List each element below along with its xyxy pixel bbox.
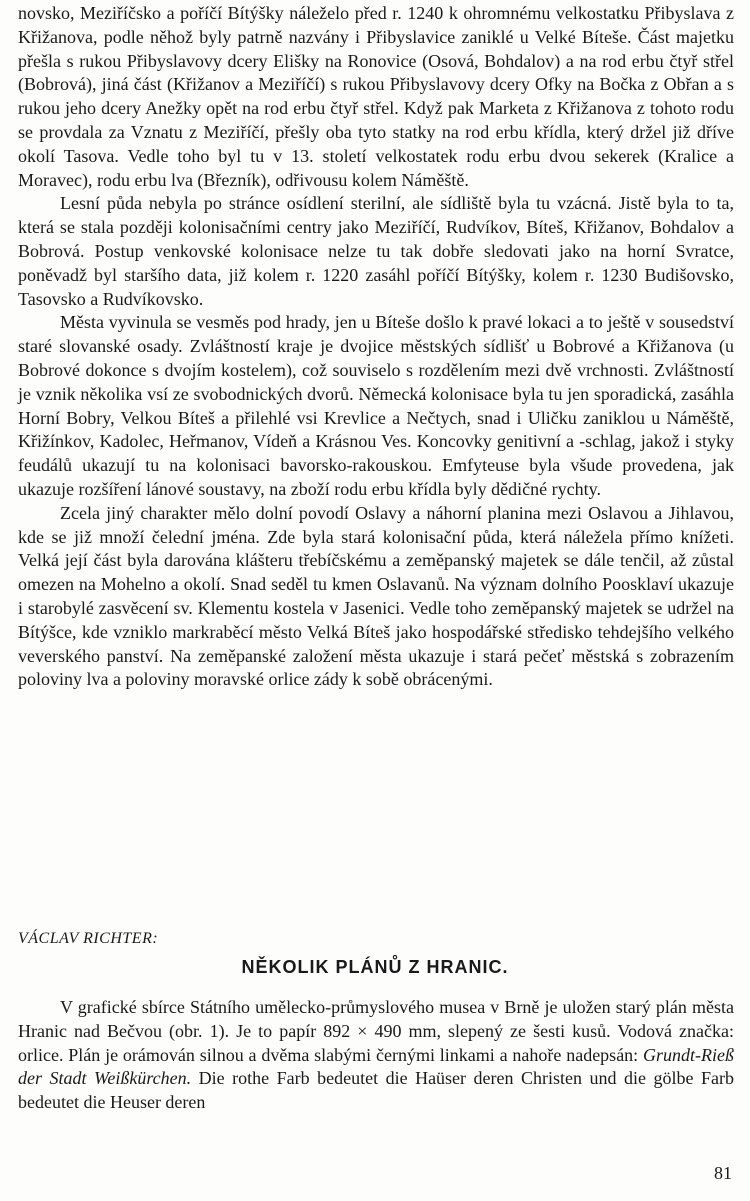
page-number: 81 [714, 1163, 732, 1183]
paragraph-1: novsko, Meziříčsko a poříčí Bítýšky náleželo před r. 1240 k ohromnému velkostatku Přibyslava z Křižanova, podle něhož byly patrně nazvány i Přibyslavice zaniklé u Velké Bíteše. Část majetku přešla s rukou Přibyslavovy dcery Elišky na Ronovice (Osová, Bohdalov) a na rod erbu čtyř střel (Bobrová), jiná část (Křižanov a Meziříčí) s rukou Přibyslavovy dcery Ofky na Bočka z Obřan a s rukou jeho dcery Anežky opět na rod erbu čtyř střel. Když pak Marketa z Křižanova z tohoto rodu se provdala za Vznatu z Meziříčí, přešly oba tyto statky na rod erbu křídla, který držel již dříve okolí Tasova. Vedle toho byl tu v 13. století velkostatek rodu erbu dvou sekerek (Kralice a Moravec), rodu erbu lva (Březník), odřivousu kolem Náměště. [18, 3, 734, 190]
intro-text: V grafické sbírce Státního umělecko-průmyslového musea v Brně je uložen starý plán města Hranic nad Bečvou (obr. 1). Je to papír 892 × 490 mm, slepený ze šesti kusů. Vodová značka: orlice. Plán je orámován silnou a dvěma slabými černými linkami a nahoře nadepsán: [18, 997, 734, 1065]
paragraph-3: Města vyvinula se vesměs pod hrady, jen u Bíteše došlo k pravé lokaci a to ještě v sousedství staré slovanské osady. Zvláštností kraje je dvojice městských sídlišť u Bobrové a Křižanova (u Bobrové dokonce s dvojím kostelem), což souviselo s rozdělením mezi dvě vrchnosti. Zvláštností je vznik několika vsí ze svobodnických dvorů. Německá kolonisace byla tu jen sporadická, zasáhla Horní Bobry, Velkou Bíteš a přilehlé vsi Krevlice a Nečtych, snad i Uličku zaniklou u Náměště, Křižínkov, Kadolec, Heřmanov, Vídeň a Krásnou Ves. Koncovky genitivní a -schlag, jakož i styky feudálů ukazují tu na kolonisaci bavorsko-rakouskou. Emfyteuse byla všude provedena, jak ukazuje rozšíření lánové soustavy, na zboží rodu erbu křídla byly dědičné rychty. [18, 312, 734, 499]
paragraph-4: Zcela jiný charakter mělo dolní povodí Oslavy a náhorní planina mezi Oslavou a Jihlavou, kde se již množí čelední jména. Zde byla stará kolonisační půda, která náležela přímo knížeti. Velká její část byla darována klášteru třebíčskému a zeměpanský majetek se dále tenčil, až zůstal omezen na Mohelno a okolí. Snad seděl tu kmen Oslavanů. Na význam dolního Poosklaví ukazuje i starobylé zasvěcení sv. Klementu kostela v Jasenici. Vedle toho zeměpanský majetek se udržel na Bítýšce, kde vzniklo markraběcí město Velká Bíteš jako hospodářské středisko tehdejšího velkého veverského panství. Na zeměpanské založení města ukazuje i stará pečeť městská s zobrazením poloviny lva a poloviny moravské orlice zády k sobě obrácenými. [18, 502, 734, 690]
article-body [18, 996, 734, 1115]
plan-legend-text: Die rothe Farb bedeutet die Haüser deren Christen und die gölbe Farb bedeutet die Heuser deren [18, 1068, 734, 1113]
article-continuation [18, 2, 734, 692]
plan-title-italic: Grundt-Rieß der Stadt Weißkürchen. [18, 1044, 734, 1089]
article-title: NĚKOLIK PLÁNŮ Z HRANIC. [241, 957, 509, 977]
paragraph-intro [18, 996, 734, 1115]
paragraph-2: Lesní půda nebyla po stránce osídlení sterilní, ale sídliště byla tu vzácná. Jistě byla to ta, která se stala později kolonisačními centry jako Meziříčí, Rudvíkov, Bíteš, Křižanov, Bohdalov a Bobrová. Postup venkovské kolonisace nelze tu tak dobře sledovati jako na horní Svratce, poněvadž byl staršího data, již kolem r. 1220 zasáhl poříčí Bítýšky, kolem r. 1230 Budišovsko, Tasovsko a Rudvíkovsko. [18, 193, 734, 309]
article-author: VÁCLAV RICHTER: [18, 930, 159, 947]
